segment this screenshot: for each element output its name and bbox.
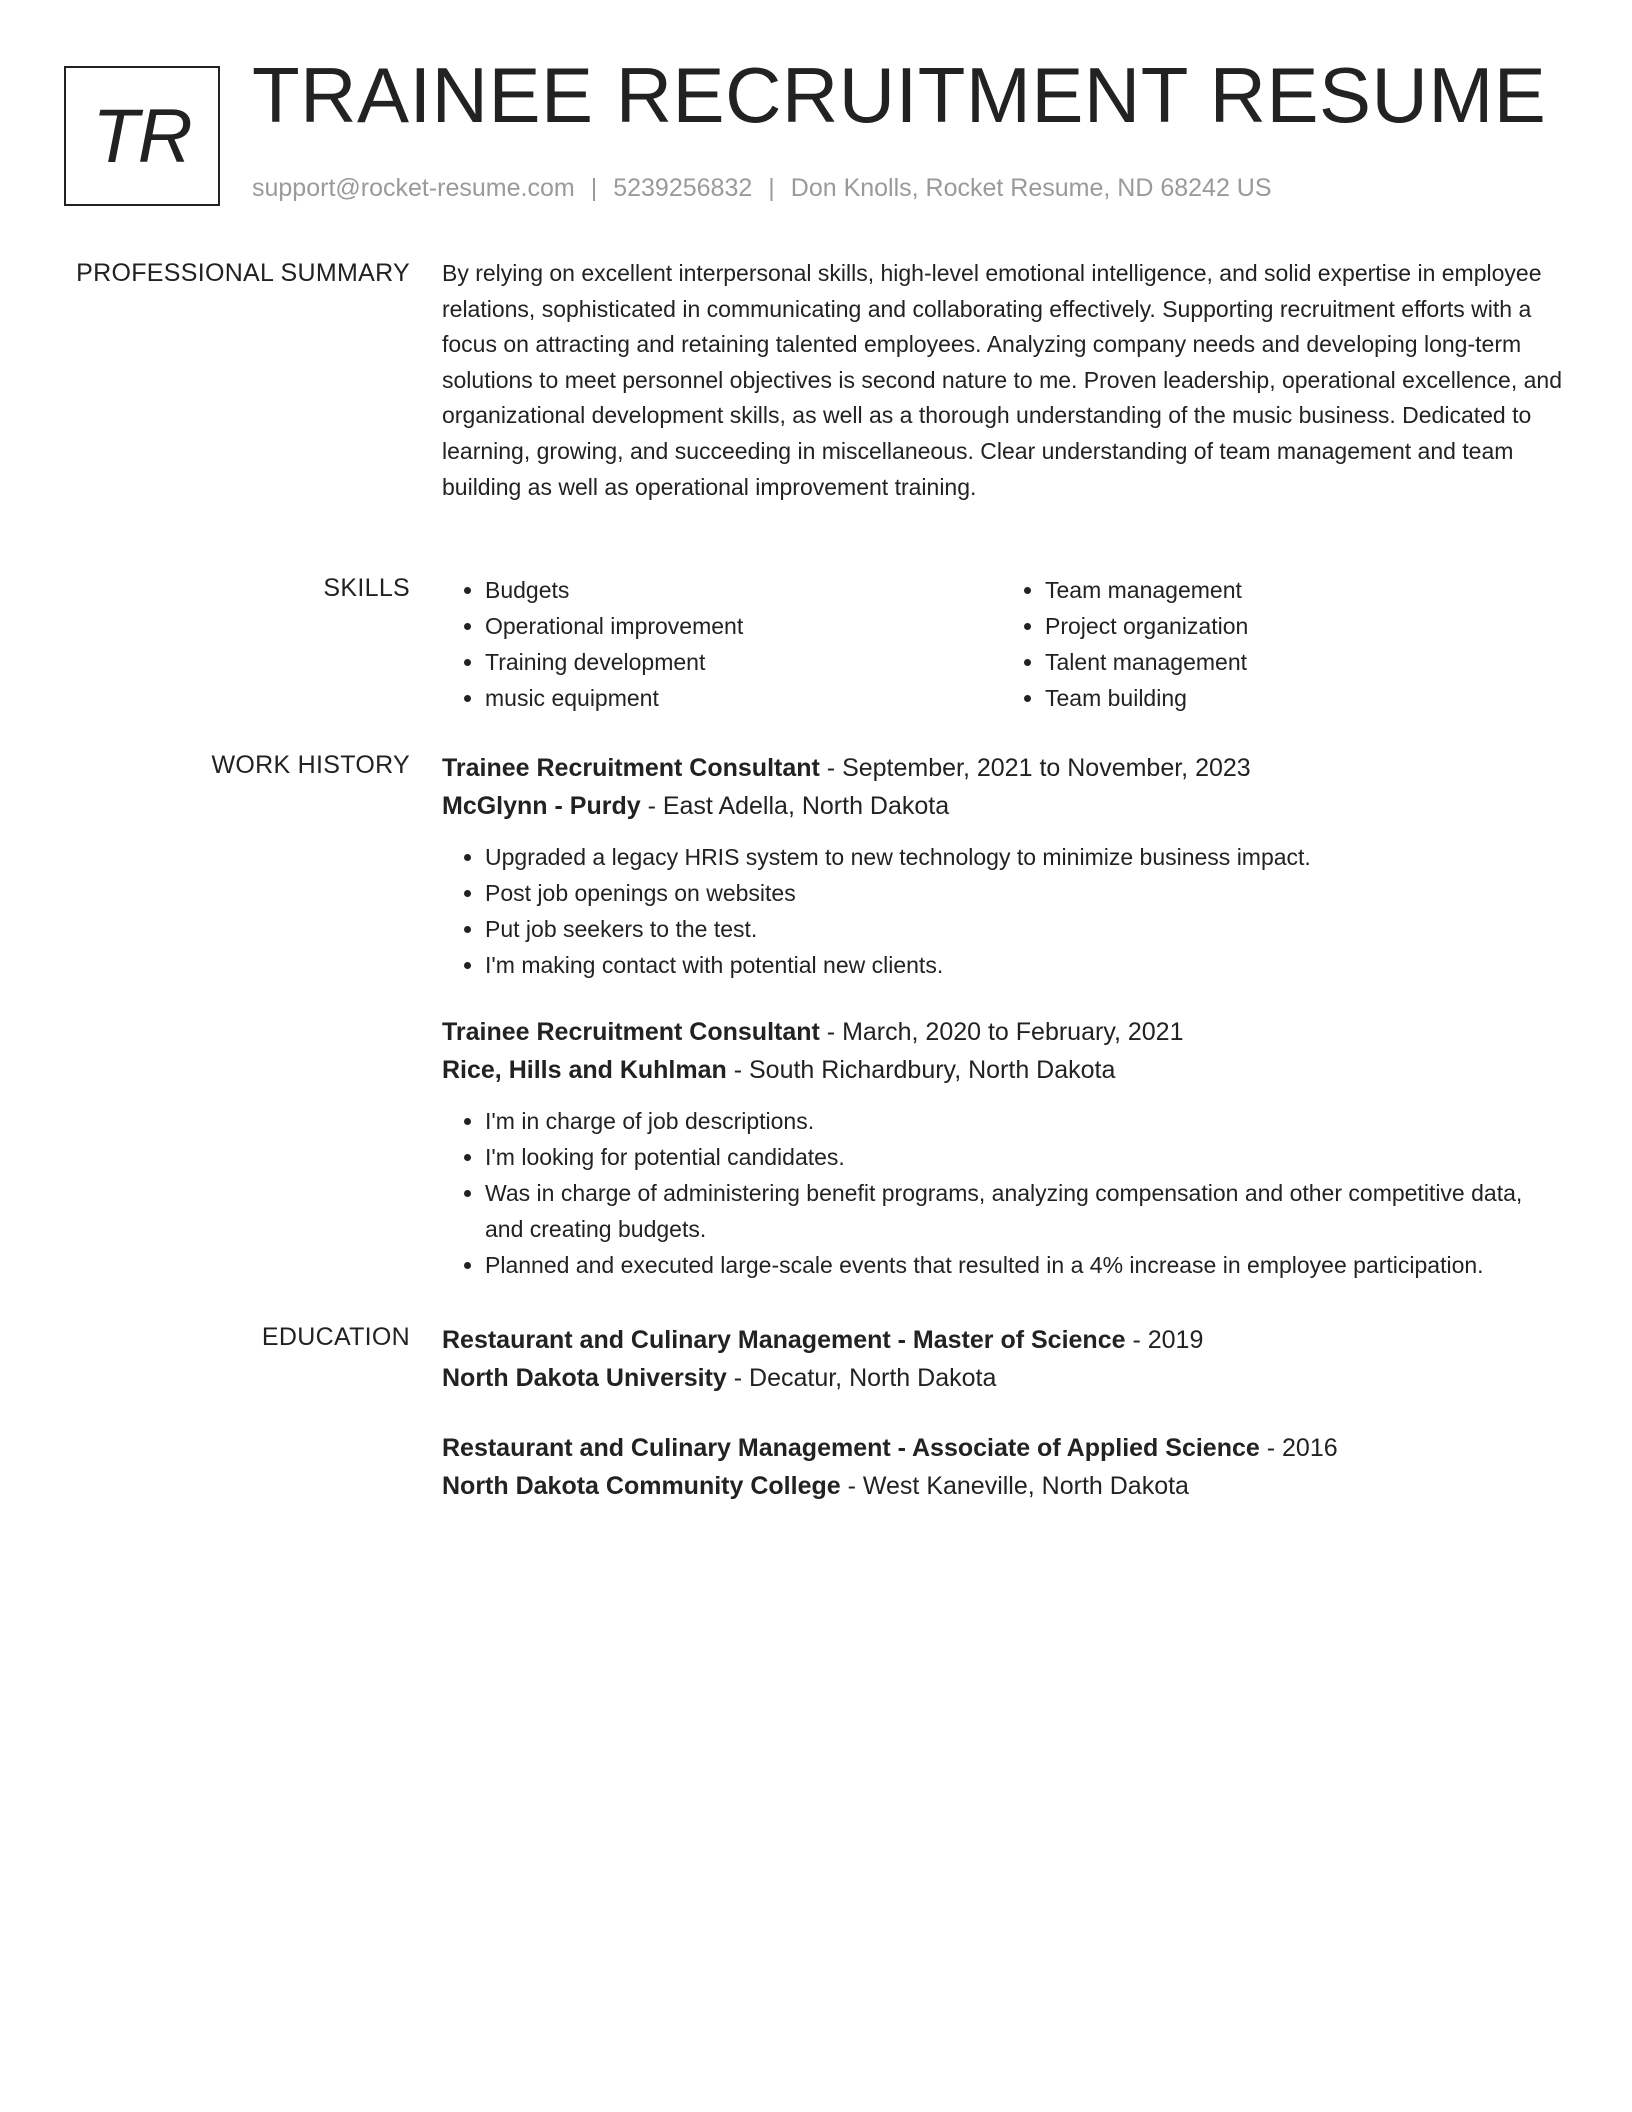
job-title: Trainee Recruitment Consultant (442, 754, 820, 782)
job-bullet: • Upgraded a legacy HRIS system to new technology to minimize business impact. (485, 839, 1562, 875)
skill-item: • Project organization (1045, 608, 1562, 644)
education-degree-line (442, 1429, 1562, 1467)
job-bullet: • I'm looking for potential candidates. (485, 1139, 1562, 1175)
contact-address: Don Knolls, Rocket Resume, ND 68242 US (790, 174, 1272, 202)
job-bullet: • Post job openings on websites (485, 875, 1562, 911)
contact-email[interactable]: support@rocket-resume.com (252, 174, 575, 202)
section-label-summary: PROFESSIONAL SUMMARY (76, 259, 410, 287)
job-bullet: • I'm making contact with potential new clients. (485, 947, 1562, 983)
education-body (442, 1321, 1562, 1505)
job-bullet: • Planned and executed large-scale events that resulted in a 4% increase in employee participation. (485, 1247, 1562, 1283)
contact-phone[interactable]: 5239256832 (613, 174, 753, 202)
contact-separator: | (590, 174, 598, 202)
contact-separator: | (768, 174, 775, 202)
education-degree: Restaurant and Culinary Management - Master of Science (442, 1326, 1126, 1354)
job-bullets (442, 1103, 1562, 1283)
skill-item: • Talent management (1045, 644, 1562, 680)
monogram-box (64, 66, 220, 206)
section-label-skills: SKILLS (323, 574, 410, 602)
job-title-line (442, 1013, 1562, 1051)
education-degree-line (442, 1321, 1562, 1359)
section-label-work-history: WORK HISTORY (211, 751, 410, 779)
job-dates: - September, 2021 to November, 2023 (819, 754, 1251, 782)
education-year: - 2016 (1259, 1434, 1338, 1462)
skills-list-left (442, 572, 1002, 716)
skill-item: • Training development (485, 644, 1002, 680)
education-school: North Dakota University (442, 1364, 727, 1392)
skill-item: • Budgets (485, 572, 1002, 608)
skills-list-right (1002, 572, 1562, 716)
work-history-body (442, 749, 1562, 1283)
education-school-line (442, 1467, 1562, 1505)
skill-item: • Team management (1045, 572, 1562, 608)
job-bullet: • Was in charge of administering benefit programs, analyzing compensation and other competitive data, and creating budgets. (485, 1175, 1562, 1247)
job-company: McGlynn - Purdy (442, 792, 641, 820)
skills-body (442, 572, 1562, 716)
job-title-line (442, 749, 1562, 787)
job-company-line (442, 1051, 1562, 1089)
skill-item: • music equipment (485, 680, 1002, 716)
resume-title: TRAINEE RECRUITMENT RESUME (252, 51, 1547, 139)
education-year: - 2019 (1125, 1326, 1204, 1354)
education-location: - Decatur, North Dakota (726, 1364, 997, 1392)
education-school-line (442, 1359, 1562, 1397)
job-bullets (442, 839, 1562, 983)
education-entry (442, 1321, 1562, 1397)
job-company-line (442, 787, 1562, 825)
skill-item: • Team building (1045, 680, 1562, 716)
summary-body (442, 256, 1562, 505)
contact-line (252, 174, 1272, 203)
job-dates: - March, 2020 to February, 2021 (819, 1018, 1184, 1046)
section-label-education: EDUCATION (261, 1323, 410, 1351)
education-location: - West Kaneville, North Dakota (840, 1472, 1189, 1500)
summary-text: By relying on excellent interpersonal skills, high-level emotional intelligence, and solid expertise in employee relations, sophisticated in communicating and collaborating effectively. Supporting recruitment efforts with a focus on attracting and retaining talented employees. Analyzing company needs and developing long-term solutions to meet personnel objectives is second nature to me. Proven leadership, operational excellence, and organizational development skills, as well as a thorough understanding of the music business. Dedicated to learning, growing, and succeeding in miscellaneous. Clear understanding of team management and team building as well as operational improvement training. (442, 260, 1563, 500)
job-entry (442, 1013, 1562, 1283)
job-location: - South Richardbury, North Dakota (726, 1056, 1116, 1084)
job-title: Trainee Recruitment Consultant (442, 1018, 820, 1046)
monogram-initials: TR (92, 93, 192, 179)
job-bullet: • Put job seekers to the test. (485, 911, 1562, 947)
job-bullet: • I'm in charge of job descriptions. (485, 1103, 1562, 1139)
education-degree: Restaurant and Culinary Management - Associate of Applied Science (442, 1434, 1260, 1462)
education-school: North Dakota Community College (442, 1472, 841, 1500)
job-entry (442, 749, 1562, 983)
skill-item: • Operational improvement (485, 608, 1002, 644)
job-location: - East Adella, North Dakota (640, 792, 950, 820)
job-company: Rice, Hills and Kuhlman (442, 1056, 727, 1084)
education-entry (442, 1429, 1562, 1505)
